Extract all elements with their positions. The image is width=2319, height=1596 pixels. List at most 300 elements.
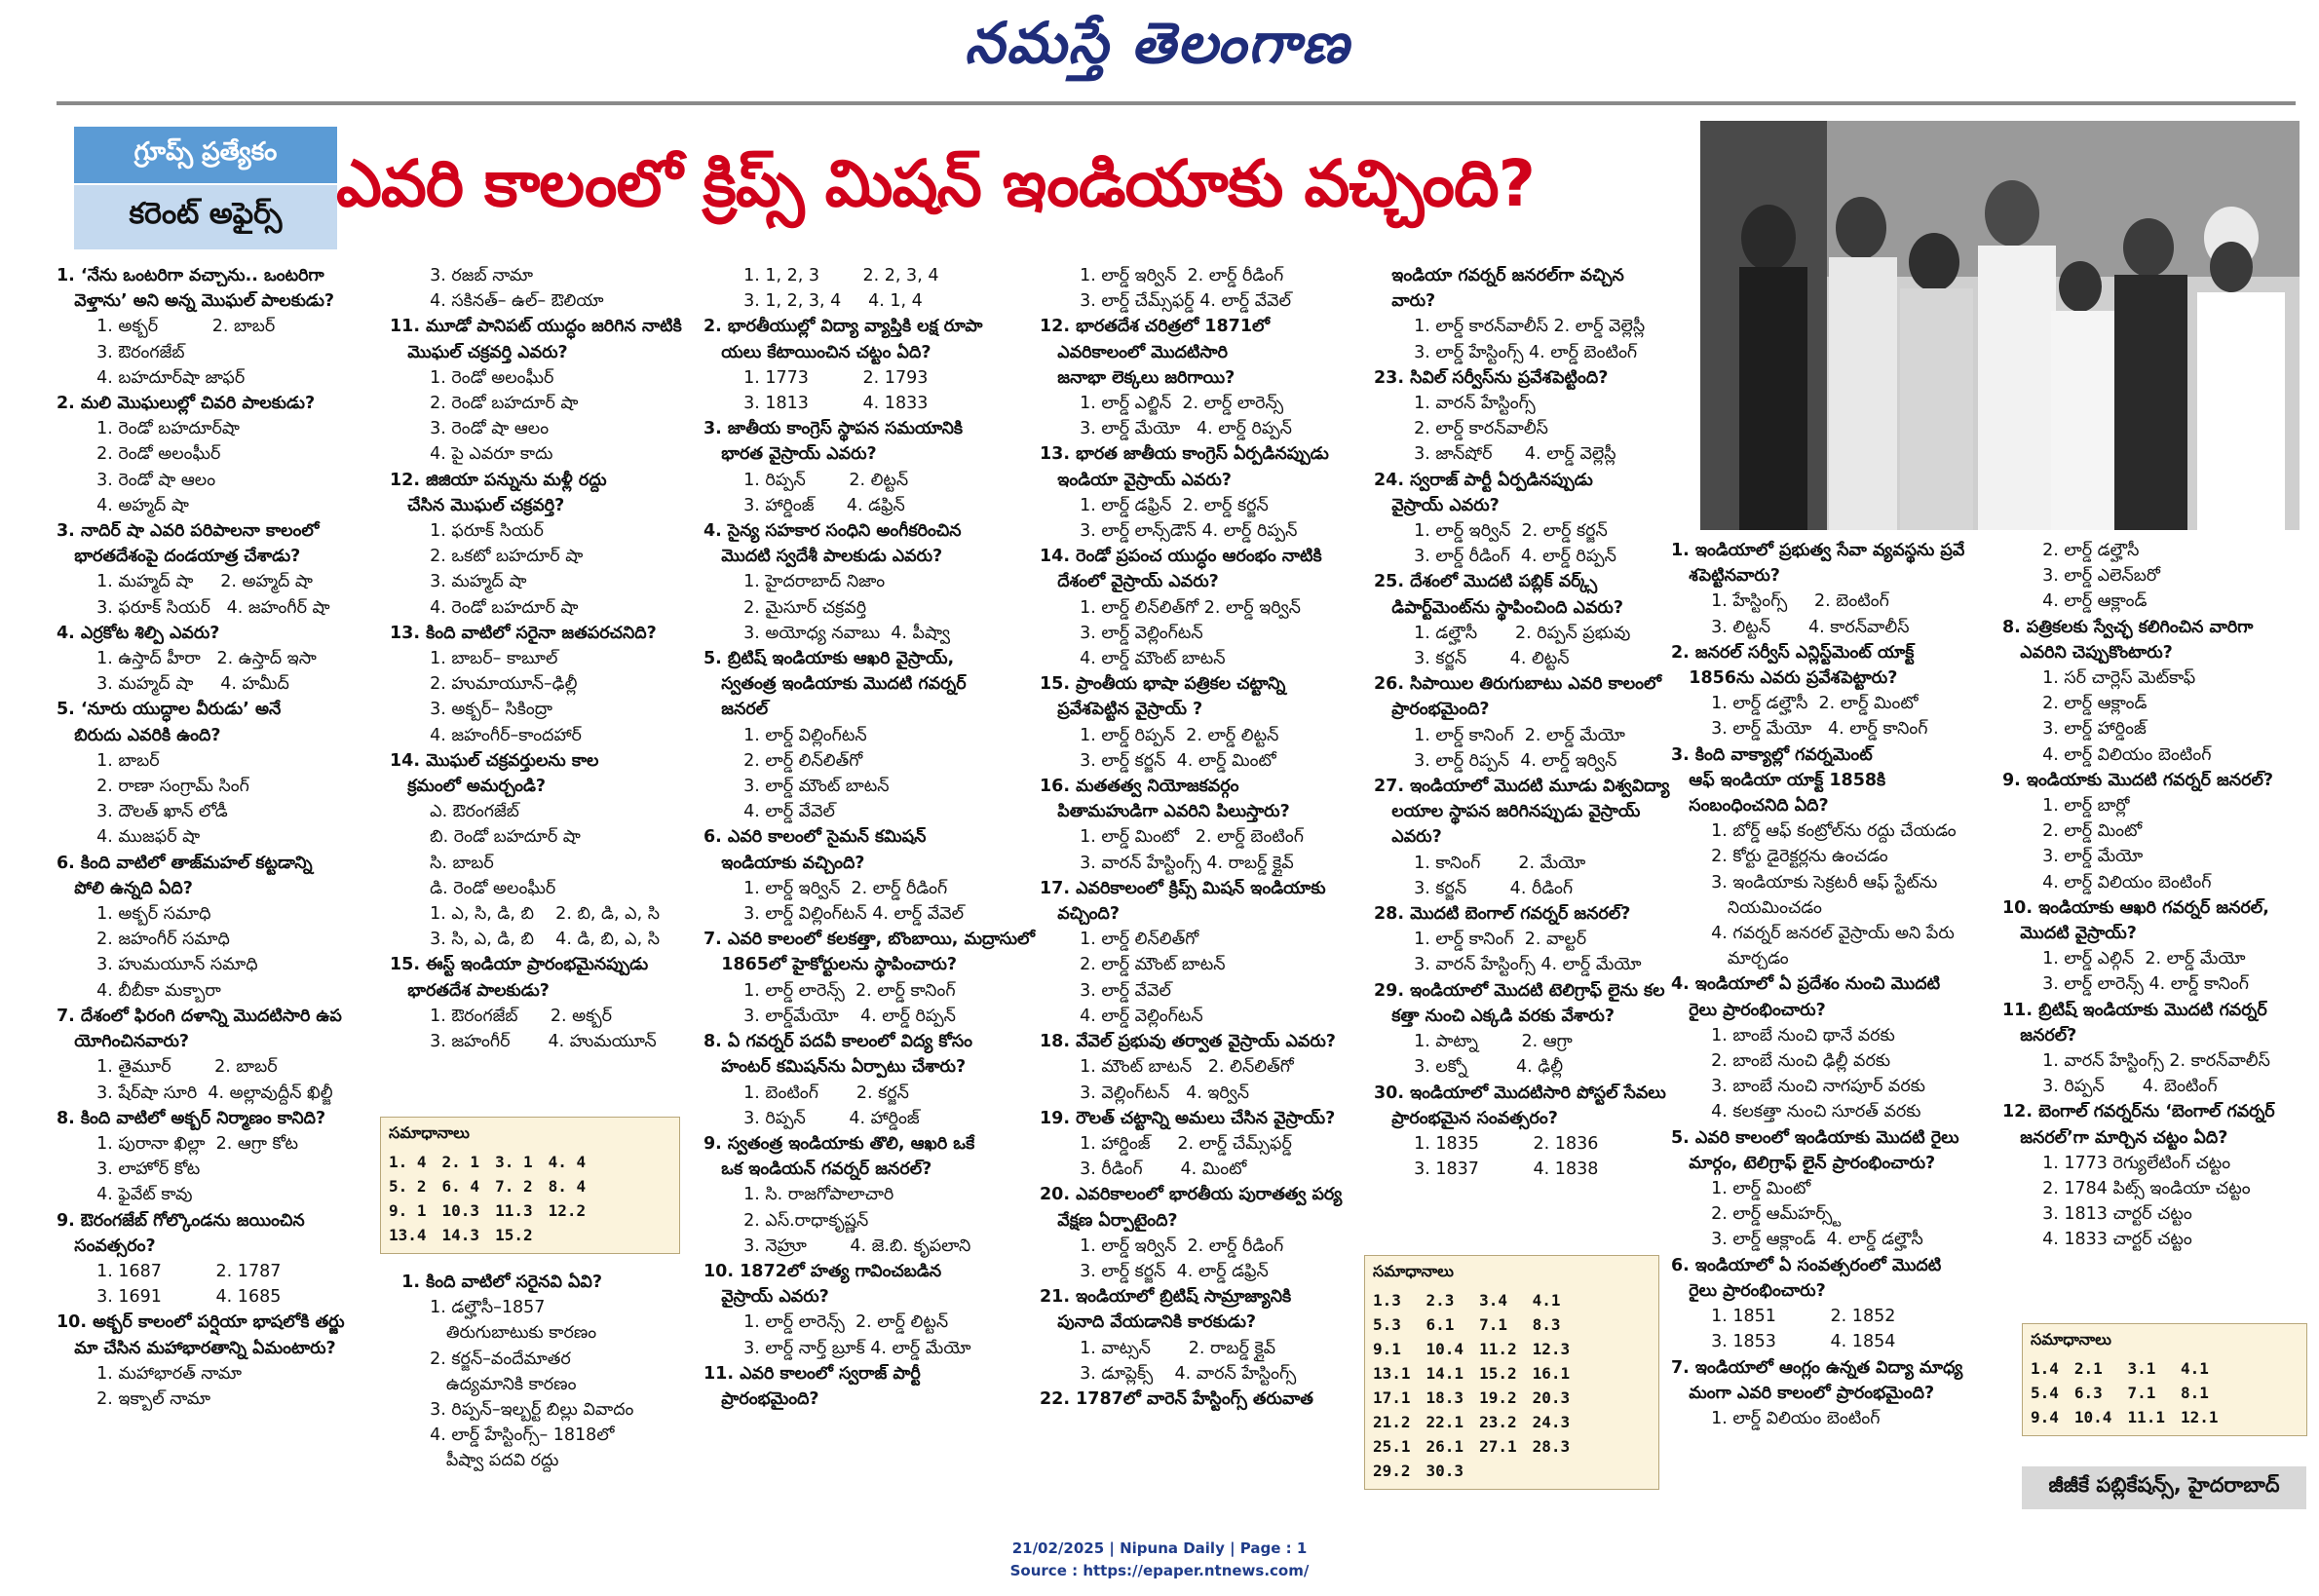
question-text: 6. ఎవరి కాలంలో సైమన్ కమిషన్ — [703, 827, 927, 848]
option-text: 4. జహంగీర్–కాందహార్ — [419, 725, 582, 745]
option-text: 1. హార్డింజ్ 2. లార్డ్ చేమ్స్‌ఫర్డ్ — [1069, 1133, 1292, 1154]
option-text: 2. లార్డ్ మౌంట్ బాటన్ — [1069, 955, 1226, 975]
question-text: 12. బెంగాల్ గవర్నర్‌ను ‘బెంగాల్ గవర్నర్ — [2002, 1102, 2275, 1122]
option-text: 1. బోర్డ్ ఆఫ్ కంట్రోల్‌ను రద్దు చేయడం — [1700, 821, 1957, 842]
answer-row — [2031, 1381, 2234, 1405]
option-text: 4. లార్డ్ వెల్లింగ్‌టన్ — [1069, 1006, 1203, 1026]
question-text: 22. 1787లో వారెన్ హేస్టింగ్స్ తరువాత — [1040, 1388, 1313, 1409]
option-text: 2. లార్డ్ ఆక్లాండ్ — [2032, 694, 2148, 714]
option-text: 3. లార్డ్ కర్జన్ 4. లార్డ్ మింటో — [1069, 750, 1276, 771]
option-text: 1. మహ్మద్ షా 2. అహ్మద్ షా — [86, 572, 313, 592]
answer-cell: 5.3 — [1373, 1315, 1401, 1334]
answer-cell: 25.1 — [1373, 1437, 1411, 1456]
option-text: 3. హుమయూన్ సమాధి — [86, 955, 258, 975]
question-text: 2. జనరల్ సర్వీస్ ఎన్లిస్ట్‌మెంట్ యాక్ట్ — [1671, 642, 1915, 663]
answer-row — [389, 1223, 601, 1247]
option-text: 1. పాట్నా 2. ఆగ్రా — [1403, 1032, 1573, 1052]
option-text: 3. ఔరంగజేబ్ — [86, 342, 185, 362]
question-text: డిపార్ట్‌మెంట్‌ను స్థాపించింది ఎవరు? — [1374, 597, 1624, 618]
answer-cell: 18.3 — [1426, 1388, 1464, 1407]
answer-cell: 3.4 — [1479, 1291, 1507, 1310]
question-text: 25. దేశంలో మొదటి పబ్లిక్ వర్క్స్ — [1374, 572, 1598, 592]
answer-row — [1373, 1410, 1585, 1434]
option-text: 1. 1835 2. 1836 — [1403, 1133, 1599, 1154]
question-text: ఎవరికాలంలో మొదటిసారి — [1040, 342, 1228, 362]
answer-cell: 19.2 — [1479, 1388, 1517, 1407]
option-text: 1. హేస్టింగ్స్ 2. బెంటింగ్ — [1700, 591, 1889, 612]
question-text: మా చేసిన మహాభారతాన్ని ఏమంటారు? — [57, 1338, 336, 1358]
option-text: 3. లార్డ్ లాన్స్‌డౌన్ 4. లార్డ్ రిప్పన్ — [1069, 521, 1298, 542]
answer-cell: 21.2 — [1373, 1413, 1411, 1431]
option-text: 1. డల్హౌసీ 2. రిప్పన్ ప్రభువు — [1403, 623, 1631, 643]
option-text: 1. లార్డ్ బార్లో — [2032, 796, 2130, 817]
option-text: 3. 1837 4. 1838 — [1403, 1159, 1599, 1180]
option-text: 1. లార్డ్ విలియం బెంటింగ్ — [1700, 1408, 1881, 1428]
option-text: 2. రెండో అలంఘీర్ — [86, 444, 221, 465]
question-text: వెళ్తాను’ అని అన్న మొఘల్ పాలకుడు? — [57, 291, 335, 312]
option-text: 2. జహంగీర్ సమాధి — [86, 930, 230, 950]
question-text: హంటర్ కమిషన్‌ను ఏర్పాటు చేశారు? — [703, 1057, 967, 1078]
question-text: 27. ఇండియాలో మొదటి మూడు విశ్వవిద్యా — [1374, 777, 1670, 797]
answer-row — [1373, 1288, 1585, 1312]
answer-cell: 23.2 — [1479, 1413, 1517, 1431]
question-text: శపెట్టినవారు? — [1671, 566, 1780, 587]
option-text: 3. లార్డ్ ఆక్లాండ్ 4. లార్డ్ డల్హౌసీ — [1700, 1230, 1923, 1250]
option-text: 3. లార్డ్ హార్డింజ్ — [2032, 719, 2147, 740]
question-text: పోలి ఉన్నది ఏది? — [57, 878, 193, 898]
option-text: 2. మైసూర్ చక్రవర్తి — [733, 597, 867, 618]
column-2b — [390, 1270, 706, 1474]
header-divider — [57, 101, 2296, 105]
option-text: 2. ఎస్.రాధాకృష్ణన్ — [733, 1210, 869, 1231]
answer-label: సమాధానాలు — [1373, 1262, 1454, 1280]
answer-cell: 12.2 — [548, 1201, 587, 1220]
question-text: వారు? — [1374, 291, 1436, 312]
column-7 — [2002, 538, 2314, 1253]
question-text: ప్రారంభమైంది? — [703, 1388, 819, 1409]
option-text: 1. 1851 2. 1852 — [1700, 1307, 1896, 1327]
answer-table — [2031, 1356, 2234, 1429]
section-tag: గ్రూప్స్ ప్రత్యేకం — [74, 127, 337, 183]
answer-cell: 3. 1 — [495, 1153, 533, 1171]
option-text: 4. గవర్నర్ జనరల్ వైస్రాయ్ అని పేరు — [1700, 924, 1955, 944]
option-text: బి. రెండో బహదూర్ షా — [419, 827, 581, 848]
option-text: 1. లార్డ్ ఇర్విన్ 2. లార్డ్ రీడింగ్ — [1069, 266, 1284, 285]
option-text: 3. లార్డ్ ఎలెన్‌బరో — [2032, 566, 2160, 587]
option-text: 1. లార్డ్ లిన్‌లిత్‌గో — [1069, 930, 1199, 950]
option-text: 1. ఎ, సి, డి, బి 2. బి, డి, ఎ, సి — [419, 904, 660, 925]
option-text: సి. బాబర్ — [419, 853, 494, 873]
question-text: 9. ఇండియాకు మొదటి గవర్నర్ జనరల్? — [2002, 770, 2274, 790]
answer-cell: 1. 4 — [389, 1153, 427, 1171]
question-text: 2. భారతీయుల్లో విద్యా వ్యాప్తికి లక్ష రూపా — [703, 317, 983, 337]
option-text: 4. ముజఫర్ షా — [86, 827, 201, 848]
question-text: 1. ‘నేను ఒంటరిగా వచ్చాను.. ఒంటరిగా — [57, 266, 324, 285]
question-text: 18. వేవెల్ ప్రభువు తర్వాత వైస్రాయ్ ఎవరు? — [1040, 1032, 1336, 1052]
option-text: 1. లార్డ్ ఇర్విన్ 2. లార్డ్ రీడింగ్ — [1069, 1235, 1284, 1256]
question-text: 2. మలి మొఘలుల్లో చివరి పాలకుడు? — [57, 394, 316, 414]
option-text: 1. లార్డ్ ఇర్విన్ 2. లార్డ్ రీడింగ్ — [733, 878, 948, 898]
question-text: 8. పత్రికలకు స్వేచ్ఛ కలిగించిన వారిగా — [2002, 617, 2254, 637]
answer-cell: 16.1 — [1532, 1364, 1571, 1383]
question-text: కత్తా నుంచి ఎక్కడి వరకు వేశారు? — [1374, 1006, 1615, 1026]
question-text: మొదటి స్వదేశీ పాలకుడు ఎవరు? — [703, 547, 943, 567]
option-text: 1. లార్డ్ ఎల్గిన్ 2. లార్డ్ మేయో — [2032, 949, 2246, 969]
option-text: 1. లార్డ్ మింటో — [1700, 1179, 1811, 1199]
option-text: 3. రిప్పన్ 4. హార్డింజ్ — [733, 1108, 920, 1128]
question-text: యోగించినవారు? — [57, 1032, 190, 1052]
option-text: 1. డల్హౌసీ–1857 — [419, 1298, 546, 1318]
option-text: 1. అక్బర్ 2. బాబర్ — [86, 317, 276, 337]
answer-cell: 29.2 — [1373, 1462, 1411, 1480]
option-text: 3. లార్డ్ వేవెల్ — [1069, 980, 1171, 1001]
answer-cell: 8. 4 — [548, 1177, 587, 1196]
option-text: 3. 1813 4. 1833 — [733, 394, 929, 414]
option-text: 1. రెండో అలంఘీర్ — [419, 367, 554, 388]
question-text: సంబంధించనిది ఏది? — [1671, 796, 1829, 817]
option-text: 3. లార్డ్ హేస్టింగ్స్ 4. లార్డ్ బెంటింగ్ — [1403, 342, 1638, 362]
option-text: 1. లార్డ్ లారెన్స్ 2. లార్డ్ కానింగ్ — [733, 980, 956, 1001]
answer-row — [389, 1198, 601, 1223]
answer-cell: 2.1 — [2073, 1359, 2103, 1378]
question-text: 29. ఇండియాలో మొదటి టెలిగ్రాఫ్ లైను కల — [1374, 980, 1665, 1001]
question-text: 24. స్వరాజ్ పార్టీ ఏర్పడినప్పుడు — [1374, 470, 1593, 490]
option-text: 4. పై ఎవరూ కాదు — [419, 444, 553, 465]
answer-cell: 7.1 — [2127, 1384, 2156, 1402]
answer-cell: 12.1 — [2180, 1408, 2219, 1426]
option-text: 1. లార్డ్ కానింగ్ 2. వాల్టర్ — [1403, 930, 1587, 950]
column-4 — [1040, 263, 1361, 1412]
column-3 — [703, 263, 1036, 1412]
option-text: 4. సకినత్– ఉల్– ఔలియా — [419, 291, 604, 312]
option-text: 2. రెండో బహదూర్ షా — [419, 394, 579, 414]
option-text: 3. రజబ్ నామా — [419, 266, 534, 285]
answer-cell: 9.4 — [2031, 1408, 2059, 1426]
question-text: జనరల్’గా మార్చిన చట్టం ఏది? — [2002, 1127, 2228, 1148]
option-text: 1. బాంబే నుంచి థానే వరకు — [1700, 1025, 1895, 1045]
question-text: 5. ‘నూరు యుద్ధాల వీరుడు’ అనే — [57, 700, 282, 720]
option-text: 3. రెండో షా ఆలం — [86, 470, 216, 490]
option-text: 3. లార్డ్ నార్త్ బ్రూక్ 4. లార్డ్ మేయో — [733, 1338, 971, 1358]
answer-cell: 15.2 — [1479, 1364, 1517, 1383]
answer-cell: 4.1 — [2180, 1359, 2209, 1378]
answer-cell: 20.3 — [1532, 1388, 1571, 1407]
question-text: 4. సైన్య సహకార సంధిని అంగీకరించిన — [703, 521, 962, 542]
question-text: 19. రౌలత్ చట్టాన్ని అమలు చేసిన వైస్రాయ్? — [1040, 1108, 1336, 1128]
question-text: 3. కింది వాక్యాల్లో గవర్నమెంట్ — [1671, 744, 1873, 765]
option-text: 3. రెండో షా ఆలం — [419, 419, 550, 439]
option-text: 3. 1853 4. 1854 — [1700, 1332, 1896, 1352]
question-text: భారతదేశంపై దండయాత్ర చేశాడు? — [57, 547, 301, 567]
option-text: 2. ఇక్బాల్ నామా — [86, 1388, 210, 1409]
answer-cell: 2.3 — [1426, 1291, 1455, 1310]
option-text: 3. వారన్ హేస్టింగ్స్ 4. లార్డ్ మేయో — [1403, 955, 1642, 975]
historic-group-photo — [1700, 121, 2300, 530]
question-text: 13. భారత జాతీయ కాంగ్రెస్ ఏర్పడినప్పుడు — [1040, 444, 1329, 465]
option-text: 1. 1, 2, 3 2. 2, 3, 4 — [733, 266, 939, 285]
option-text: 3. కర్జన్ 4. లిట్టన్ — [1403, 649, 1570, 669]
answer-cell: 10.4 — [2073, 1408, 2112, 1426]
answer-row — [1373, 1459, 1585, 1483]
answer-cell: 7.1 — [1479, 1315, 1507, 1334]
option-text: 1. రెండో బహదూర్‌షా — [86, 419, 240, 439]
question-text: ప్రారంభమైన సంవత్సరం? — [1374, 1108, 1558, 1128]
option-text: 3. రిప్పన్ 4. బెంటింగ్ — [2032, 1077, 2218, 1097]
option-text: 1. 1773 2. 1793 — [733, 367, 929, 388]
option-text: 1. ఉస్తాద్ హీరా 2. ఉస్తాద్ ఇసా — [86, 649, 317, 669]
answer-cell: 1.3 — [1373, 1291, 1401, 1310]
option-text: 1. ఔరంగజేబ్ 2. అక్బర్ — [419, 1006, 612, 1026]
option-text: 1. తైమూర్ 2. బాబర్ — [86, 1057, 278, 1078]
option-text: 4. లార్డ్ విలియం బెంటింగ్ — [2032, 872, 2212, 893]
question-text: 16. మతతత్వ నియోజకవర్గం — [1040, 777, 1239, 797]
answer-cell: 13.4 — [389, 1226, 427, 1244]
option-text: 1. బాబర్ — [86, 750, 160, 771]
question-text: 1856ను ఎవరు ప్రవేశపెట్టారు? — [1671, 668, 1898, 689]
answer-cell: 14.1 — [1426, 1364, 1464, 1383]
masthead — [0, 0, 2319, 93]
question-text: ఇండియా వైస్రాయ్ ఎవరు? — [1040, 470, 1232, 490]
option-text: 2. లార్డ్ డల్హౌసీ — [2032, 541, 2140, 560]
option-text: 1. లార్డ్ రిప్పన్ 2. లార్డ్ లిట్టన్ — [1069, 725, 1279, 745]
option-text: 1. మౌంట్ బాటన్ 2. లిన్‌లిత్‌గో — [1069, 1057, 1294, 1078]
question-text: 5. ఎవరి కాలంలో ఇండియాకు మొదటి రైలు — [1671, 1127, 1959, 1148]
option-text: 3. 1, 2, 3, 4 4. 1, 4 — [733, 291, 923, 312]
answer-cell: 10.4 — [1426, 1340, 1464, 1358]
question-text: 5. బ్రిటిష్ ఇండియాకు ఆఖరి వైస్రాయ్, — [703, 649, 955, 669]
question-text: 23. సివిల్ సర్వీస్‌ను ప్రవేశపెట్టింది? — [1374, 367, 1609, 388]
answer-label: సమాధానాలు — [389, 1123, 470, 1142]
option-text: 1. లార్డ్ ఇర్విన్ 2. లార్డ్ కర్జన్ — [1403, 521, 1608, 542]
answer-cell: 28.3 — [1532, 1437, 1571, 1456]
question-text: ఒక ఇండియన్ గవర్నర్ జనరల్? — [703, 1159, 932, 1180]
question-text: మంగా ఎవరి కాలంలో ప్రారంభమైంది? — [1671, 1383, 1935, 1403]
option-text: 3. లార్డ్ వెల్లింగ్‌టన్ — [1069, 623, 1203, 643]
option-text: 2. కర్జన్–వందేమాతర — [419, 1349, 571, 1369]
option-text: 1. కానింగ్ 2. మేయో — [1403, 853, 1586, 873]
option-text: 1. లార్డ్ విల్లింగ్‌టన్ — [733, 725, 867, 745]
question-text: పితామహుడిగా ఎవరిని పిలుస్తారు? — [1040, 802, 1290, 822]
answer-box-1 — [380, 1117, 680, 1254]
option-text: 3. దౌలత్ ఖాన్ లోడీ — [86, 802, 228, 822]
option-text: 2. లార్డ్ మింటో — [2032, 821, 2143, 842]
answer-cell: 22.1 — [1426, 1413, 1464, 1431]
option-text: పీష్వా పదవి రద్దు — [419, 1451, 559, 1471]
question-text: యలు కేటాయించిన చట్టం ఏది? — [703, 342, 931, 362]
option-text: 3. ఇండియాకు సెక్రటరీ ఆఫ్ స్టేట్‌ను — [1700, 872, 1938, 893]
column-2 — [390, 263, 706, 1054]
question-text: వచ్చింది? — [1040, 904, 1121, 925]
answer-table — [1373, 1288, 1585, 1483]
question-text: 14. రెండో ప్రపంచ యుద్ధం ఆరంభం నాటికి — [1040, 547, 1322, 567]
answer-cell: 6.1 — [1426, 1315, 1455, 1334]
question-text: 4. ఇండియాలో ఏ ప్రదేశం నుంచి మొదటి — [1671, 974, 1941, 995]
option-text: 1. హైదరాబాద్ నిజాం — [733, 572, 886, 592]
option-text: 3. లార్డ్ రిప్పన్ 4. లార్డ్ ఇర్విన్ — [1403, 750, 1617, 771]
answer-cell: 8.1 — [2180, 1384, 2209, 1402]
answer-cell — [1533, 1459, 1586, 1483]
option-text: 3. లార్డ్ విల్లింగ్‌టన్ 4. లార్డ్ వేవెల్ — [733, 904, 965, 925]
option-text: 1. 1773 రెగ్యులేటింగ్ చట్టం — [2032, 1153, 2231, 1173]
option-text: 3. రిప్పన్–ఇల్బర్ట్ బిల్లు వివాదం — [419, 1400, 634, 1421]
answer-cell: 26.1 — [1426, 1437, 1464, 1456]
column-1 — [57, 263, 368, 1412]
question-text: 1865లో హైకోర్టులను స్థాపించారు? — [703, 955, 958, 975]
question-text: 7. ఎవరి కాలంలో కలకత్తా, బొంబాయి, మద్రాసులో — [703, 930, 1036, 950]
option-text: 3. రీడింగ్ 4. మింటో — [1069, 1159, 1247, 1180]
option-text: 2. హుమాయూన్–ఢిల్లీ — [419, 674, 578, 695]
answer-cell: 24.3 — [1532, 1413, 1571, 1431]
answer-label: సమాధానాలు — [2031, 1330, 2111, 1349]
option-text: 4. బీబీకా మక్బారా — [86, 980, 221, 1001]
option-text: 4. అహ్మద్ షా — [86, 495, 189, 515]
option-text: 4. లార్డ్ వేవెల్ — [733, 802, 835, 822]
question-text: స్వతంత్ర ఇండియాకు మొదటి గవర్నర్ — [703, 674, 967, 695]
option-text: నియమించడం — [1700, 897, 1822, 918]
question-text: 12. భారతదేశ చరిత్రలో 1871లో — [1040, 317, 1271, 337]
answer-row — [2031, 1356, 2234, 1381]
question-text: భారతదేశ పాలకుడు? — [390, 980, 550, 1001]
question-text: సంవత్సరం? — [57, 1235, 156, 1256]
question-text: 17. ఎవరికాలంలో క్రిప్స్ మిషన్ ఇండియాకు — [1040, 878, 1326, 898]
option-text: 3. జహంగీర్ 4. హుమయూన్ — [419, 1032, 657, 1052]
option-text: 1. సి. రాజగోపాలాచారి — [733, 1185, 894, 1205]
headline: ఎవరి కాలంలో క్రిప్స్ మిషన్ ఇండియాకు వచ్చింది? — [336, 146, 1535, 221]
option-text: 1. వారన్ హేస్టింగ్స్ 2. కారన్‌వాలీస్ — [2032, 1051, 2270, 1072]
answer-row — [1373, 1337, 1585, 1361]
option-text: 3. లార్డ్ లారెన్స్ 4. లార్డ్ కానింగ్ — [2032, 974, 2249, 995]
footer-date: 21/02/2025 | Nipuna Daily | Page : 1 — [1011, 1539, 1308, 1557]
option-text: 3. లాహోర్ కోట — [86, 1159, 201, 1180]
question-text: పునాది వేయడానికి కారకుడు? — [1040, 1312, 1257, 1333]
option-text: ఎ. ఔరంగజేబ్ — [419, 802, 519, 822]
answer-cell: 3.1 — [2127, 1359, 2156, 1378]
option-text: 4. కలకత్తా నుంచి సూరత్ వరకు — [1700, 1102, 1921, 1122]
question-text: 8. కింది వాటిలో అక్బర్ నిర్మాణం కానిది? — [57, 1108, 326, 1128]
question-text: ఇండియాకు వచ్చింది? — [703, 853, 865, 873]
option-text: ఉద్యమానికి కారణం — [419, 1374, 577, 1394]
question-text: 6. కింది వాటిలో తాజ్‌మహల్ కట్టడాన్ని — [57, 853, 313, 873]
option-text: 1. లార్డ్ మింటో 2. లార్డ్ బెంటింగ్ — [1069, 827, 1304, 848]
question-text: 3. నాదిర్ షా ఎవరి పరిపాలనా కాలంలో — [57, 521, 320, 542]
question-text: రైలు ప్రారంభించారు? — [1671, 1280, 1826, 1301]
answer-cell: 4.1 — [1532, 1291, 1561, 1310]
option-text: 4. బహదూర్‌షా జాఫర్ — [86, 367, 246, 388]
option-text: 2. లార్డ్ లిన్‌లిత్‌గో — [733, 750, 863, 771]
question-text: 30. ఇండియాలో మొదటిసారి పోస్టల్ సేవలు — [1374, 1083, 1666, 1103]
answer-cell — [1479, 1459, 1533, 1483]
question-text: 11. మూడో పానిపట్ యుద్ధం జరిగిన నాటికి — [390, 317, 682, 337]
question-text: జనరల్ — [703, 700, 769, 720]
option-text: 1. లార్డ్ ఎల్జిన్ 2. లార్డ్ లారెన్స్ — [1069, 394, 1284, 414]
question-text: 15. ఈస్ట్ ఇండియా ప్రారంభమైనప్పుడు — [390, 955, 649, 975]
option-text: 2. బాంబే నుంచి ఢిల్లీ వరకు — [1700, 1051, 1891, 1072]
question-text: మొదటి వైస్రాయ్? — [2002, 924, 2137, 944]
option-text: 2. లార్డ్ కారన్‌వాలీస్ — [1403, 419, 1548, 439]
option-text: 3. మహ్మద్ షా — [419, 572, 527, 592]
option-text: 1. 1687 2. 1787 — [86, 1261, 282, 1281]
question-text: 14. మొఘల్ చక్రవర్తులను కాల — [390, 750, 599, 771]
question-text: 9. స్వతంత్ర ఇండియాకు తొలి, ఆఖరి ఒకే — [703, 1133, 975, 1154]
answer-row — [1373, 1312, 1585, 1337]
option-text: 4. ఫైవేట్ కావు — [86, 1185, 193, 1205]
option-text: 3. జాన్‌షోర్ 4. లార్డ్ వెల్లెస్లీ — [1403, 444, 1616, 465]
option-text: 1. పురానా ఖిల్లా 2. ఆగ్రా కోట — [86, 1133, 298, 1154]
option-text: 4. లార్డ్ విలియం బెంటింగ్ — [2032, 744, 2212, 765]
answer-cell: 11.1 — [2127, 1408, 2165, 1426]
question-text: 9. ఔరంగజేబ్ గోల్కొండను జయించిన — [57, 1210, 305, 1231]
question-text: 4. ఎర్రకోట శిల్పి ఎవరు? — [57, 623, 220, 643]
answer-cell: 5.4 — [2031, 1384, 2059, 1402]
answer-cell: 6.3 — [2073, 1384, 2103, 1402]
option-text: 1. ఫరూక్ సియర్ — [419, 521, 544, 542]
question-text: దేశంలో వైస్రాయ్ ఎవరు? — [1040, 572, 1219, 592]
option-text: 3. వెల్లింగ్‌టన్ 4. ఇర్విన్ — [1069, 1083, 1250, 1103]
option-text: 1. సర్ చార్లెస్ మెట్‌కాఫ్ — [2032, 668, 2196, 689]
question-text: 1. ఇండియాలో ప్రభుత్వ సేవా వ్యవస్థను ప్రవే — [1671, 541, 1965, 560]
option-text: 3. లార్డ్ రీడింగ్ 4. లార్డ్ రిప్పన్ — [1403, 547, 1616, 567]
question-text: మొఘల్ చక్రవర్తి ఎవరు? — [390, 342, 568, 362]
question-text: ఎవరిని చెప్పుకొంటారు? — [2002, 642, 2173, 663]
answer-cell: 11.2 — [1479, 1340, 1517, 1358]
option-text: 4. రెండో బహదూర్ షా — [419, 597, 579, 618]
column-5 — [1374, 263, 1700, 1182]
option-text: 4. 1833 చార్టర్ చట్టం — [2032, 1230, 2192, 1250]
option-text: 3. ఫరూక్ సియర్ 4. జహంగీర్ షా — [86, 597, 330, 618]
question-text: ప్రవేశపెట్టిన వైస్రాయ్ ? — [1040, 700, 1203, 720]
option-text: 2. రాణా సంగ్రామ్ సింగ్ — [86, 777, 249, 797]
answer-row — [1373, 1361, 1585, 1386]
answer-cell: 1.4 — [2031, 1359, 2059, 1378]
answer-cell: 2. 1 — [441, 1153, 480, 1171]
option-text: 3. అయోధ్య నవాబు 4. పీష్వా — [733, 623, 951, 643]
answer-cell: 13.1 — [1373, 1364, 1411, 1383]
answer-row — [389, 1150, 601, 1174]
answer-table — [389, 1150, 601, 1247]
option-text: 1. లార్డ్ డల్హౌసీ 2. లార్డ్ మింటో — [1700, 694, 1919, 714]
option-text: 1. వాట్సన్ 2. రాబర్డ్ క్లైవ్ — [1069, 1338, 1276, 1358]
question-text: క్రమంలో అమర్చండి? — [390, 777, 547, 797]
option-text: 4. లార్డ్ ఆక్లాండ్ — [2032, 591, 2148, 612]
question-text: జనరల్? — [2002, 1025, 2077, 1045]
option-text: 3. కర్జన్ 4. రీడింగ్ — [1403, 878, 1574, 898]
option-text: 3. షేర్‌షా సూరి 4. అల్లావుద్దీన్ ఖిల్జీ — [86, 1083, 333, 1103]
question-text: జనాభా లెక్కలు జరిగాయి? — [1040, 367, 1236, 388]
question-text: 3. జాతీయ కాంగ్రెస్ స్థాపన సమయానికి — [703, 419, 964, 439]
option-text: 3. లార్డ్ చేమ్స్‌ఫర్డ్ 4. లార్డ్ వేవెల్ — [1069, 291, 1292, 312]
answer-cell: 27.1 — [1479, 1437, 1517, 1456]
option-text: 1. లార్డ్ లిన్‌లిత్‌గో 2. లార్డ్ ఇర్విన్ — [1069, 597, 1301, 618]
question-text: వైస్రాయ్ ఎవరు? — [1374, 495, 1500, 515]
answer-cell: 8.3 — [1532, 1315, 1561, 1334]
question-text: 7. దేశంలో ఫిరంగి దళాన్ని మొదటిసారి ఉప — [57, 1006, 342, 1026]
answer-cell — [549, 1223, 602, 1247]
option-text: 3. లార్డ్ మౌంట్ బాటన్ — [733, 777, 890, 797]
option-text: 1. లార్డ్ లారెన్స్ 2. లార్డ్ లిట్టన్ — [733, 1312, 949, 1333]
option-text: 3. అక్బర్– సికింద్రా — [419, 700, 552, 720]
question-text: 20. ఎవరికాలంలో భారతీయ పురాతత్వ పర్య — [1040, 1185, 1343, 1205]
option-text: 2. 1784 పిట్స్ ఇండియా చట్టం — [2032, 1179, 2251, 1199]
question-text: చేసిన మొఘల్ చక్రవర్తి? — [390, 495, 565, 515]
option-text: 4. లార్డ్ మౌంట్ బాటన్ — [1069, 649, 1226, 669]
answer-cell: 7. 2 — [495, 1177, 533, 1196]
option-text: 3. బాంబే నుంచి నాగపూర్ వరకు — [1700, 1077, 1925, 1097]
answer-row — [1373, 1434, 1585, 1459]
answer-cell: 17.1 — [1373, 1388, 1411, 1407]
option-text: 3. లార్డ్‌మేయో 4. లార్డ్ రిప్పన్ — [733, 1006, 956, 1026]
answer-cell: 5. 2 — [389, 1177, 427, 1196]
option-text: 4. లార్డ్ హేస్టింగ్స్– 1818లో — [419, 1425, 615, 1446]
